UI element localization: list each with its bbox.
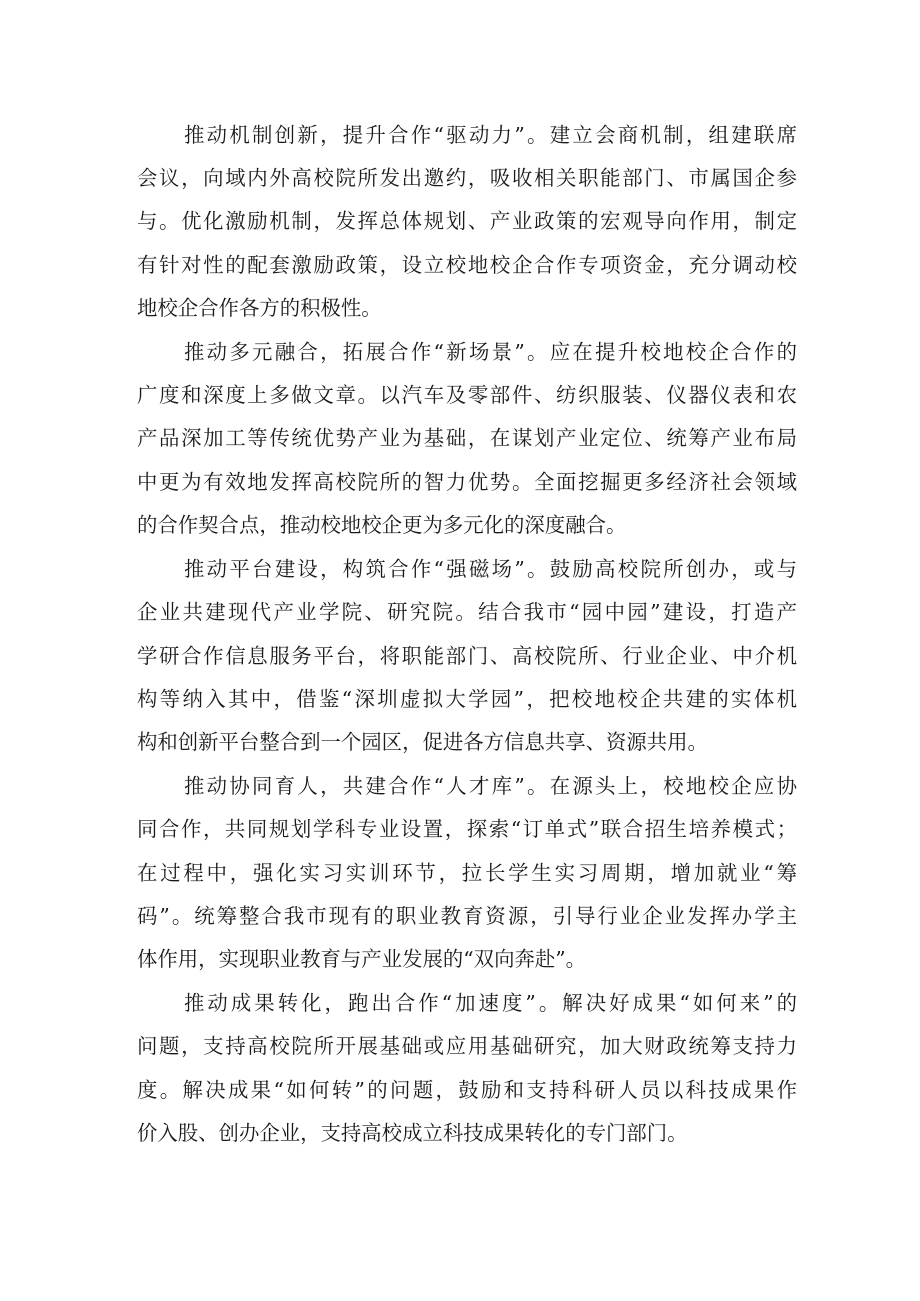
paragraph-4-line-4: 码”。统筹整合我市现有的职业教育资源，引导行业企业发挥办学主: [137, 904, 797, 928]
paragraph-2-line-1: 推动多元融合，拓展合作“新场景”。应在提升校地校企合作的: [184, 340, 797, 364]
paragraph-2-line-4: 中更为有效地发挥高校院所的智力优势。全面挖掘更多经济社会领域: [137, 470, 797, 494]
paragraph-5-line-3: 度。解决成果“如何转”的问题，鼓励和支持科研人员以科技成果作: [137, 1078, 797, 1102]
paragraph-4-line-3: 在过程中，强化实习实训环节，拉长学生实习周期，增加就业“筹: [137, 861, 797, 885]
paragraph-2-line-3: 产品深加工等传统优势产业为基础，在谋划产业定位、统筹产业布局: [137, 426, 797, 450]
paragraph-3-line-2: 企业共建现代产业学院、研究院。结合我市“园中园”建设，打造产: [137, 600, 797, 624]
paragraph-1-line-4: 有针对性的配套激励政策，设立校地校企合作专项资金，充分调动校: [137, 253, 797, 277]
paragraph-4-line-2: 同合作，共同规划学科专业设置，探索“订单式”联合招生培养模式；: [137, 817, 797, 841]
paragraph-3-line-5: 构和创新平台整合到一个园区，促进各方信息共享、资源共用。: [137, 730, 708, 754]
paragraph-1-line-2: 会议，向域内外高校院所发出邀约，吸收相关职能部门、市属国企参: [137, 166, 797, 190]
paragraph-2-line-5: 的合作契合点，推动校地校企更为多元化的深度融合。: [137, 513, 627, 537]
paragraph-1-line-1: 推动机制创新，提升合作“驱动力”。建立会商机制，组建联席: [184, 123, 797, 147]
paragraph-4-line-5: 体作用，实现职业教育与产业发展的“双向奔赴”。: [137, 947, 587, 971]
paragraph-3-line-4: 构等纳入其中，借鉴“深圳虚拟大学园”，把校地校企共建的实体机: [137, 687, 797, 711]
paragraph-5-line-1: 推动成果转化，跑出合作“加速度”。解决好成果“如何来”的: [184, 991, 797, 1015]
paragraph-1-line-3: 与。优化激励机制，发挥总体规划、产业政策的宏观导向作用，制定: [137, 209, 797, 233]
paragraph-5-line-2: 问题，支持高校院所开展基础或应用基础研究，加大财政统筹支持力: [137, 1034, 797, 1058]
paragraph-3-line-3: 学研合作信息服务平台，将职能部门、高校院所、行业企业、中介机: [137, 644, 797, 668]
paragraph-1-line-5: 地校企合作各方的积极性。: [137, 296, 382, 320]
paragraph-3-line-1: 推动平台建设，构筑合作“强磁场”。鼓励高校院所创办，或与: [184, 557, 797, 581]
paragraph-4-line-1: 推动协同育人，共建合作“人才库”。在源头上，校地校企应协: [184, 774, 797, 798]
paragraph-5-line-4: 价入股、创办企业，支持高校成立科技成果转化的专门部门。: [137, 1121, 688, 1145]
paragraph-2-line-2: 广度和深度上多做文章。以汽车及零部件、纺织服装、仪器仪表和农: [137, 383, 797, 407]
